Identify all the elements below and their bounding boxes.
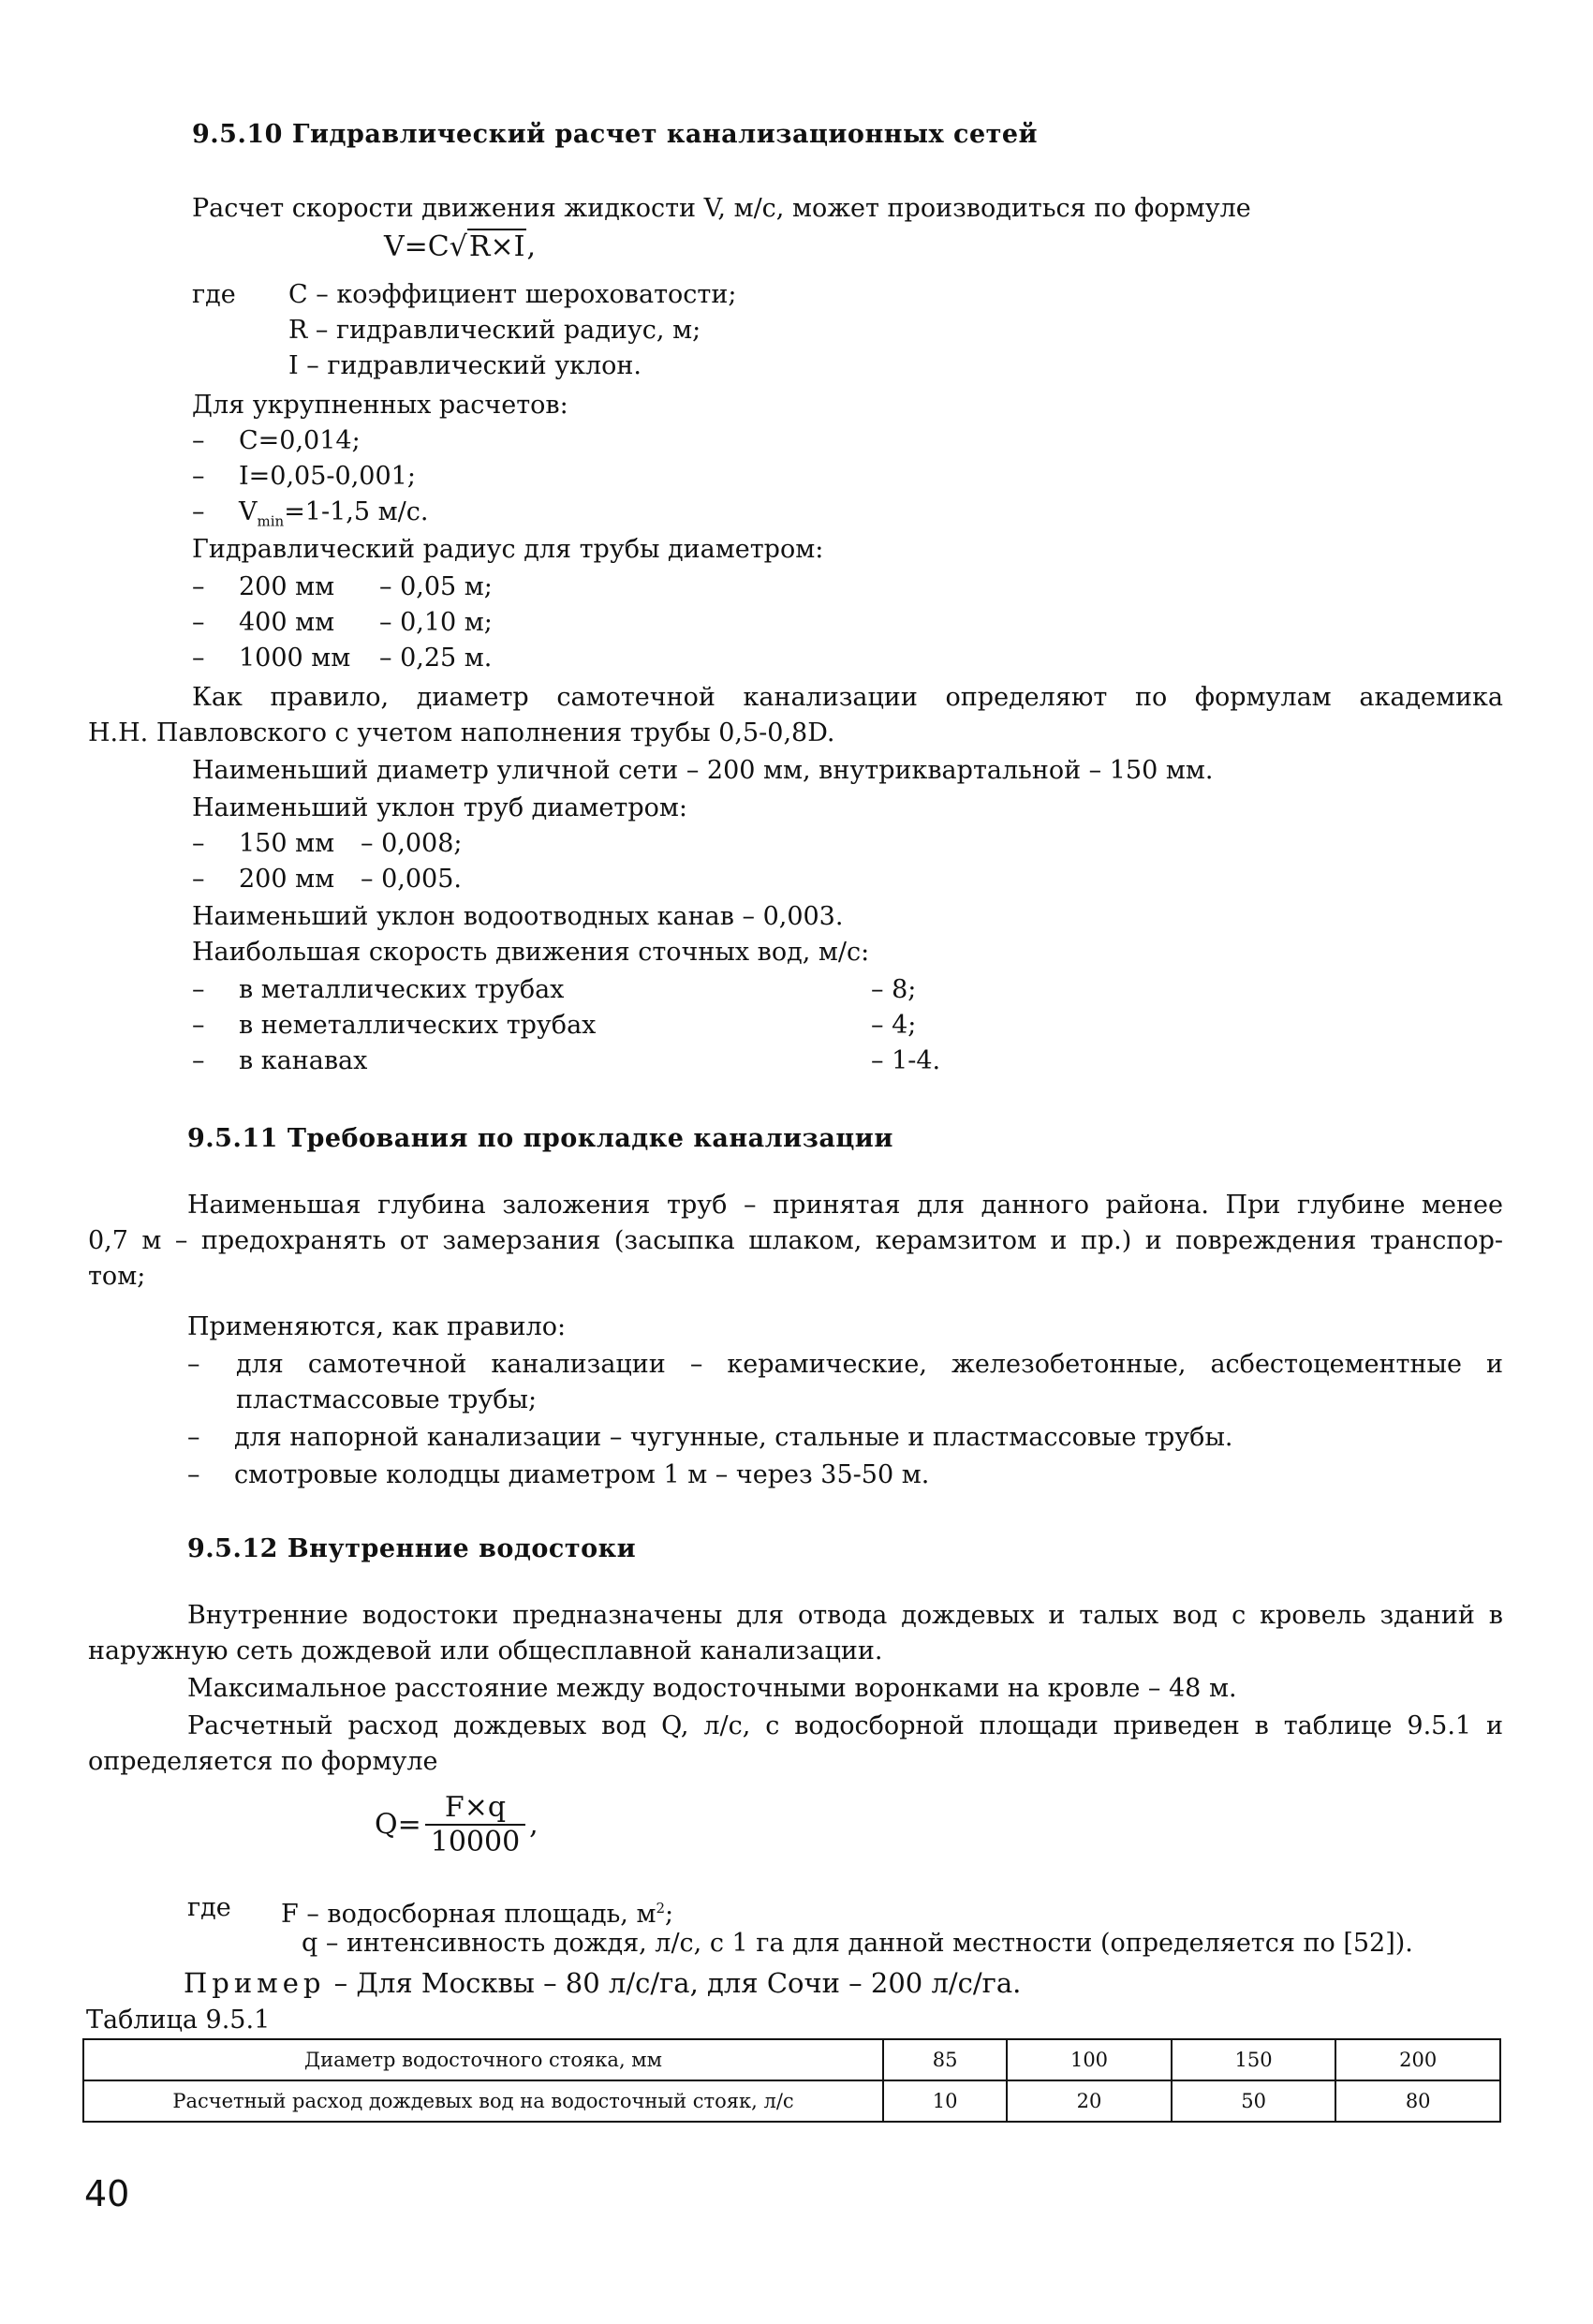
list-value: – 0,05 м; bbox=[379, 572, 493, 601]
list-key: в канавах bbox=[239, 1046, 368, 1075]
paragraph: Наименьшая глубина заложения труб – принятая для данного района. При глубине менее bbox=[187, 1191, 1503, 1220]
formula-text: , bbox=[526, 230, 537, 263]
table-cell: 150 bbox=[1172, 2039, 1336, 2080]
paragraph: Наименьший уклон труб диаметром: bbox=[192, 793, 687, 822]
list-key: 200 мм bbox=[239, 572, 335, 601]
table-cell: 100 bbox=[1007, 2039, 1172, 2080]
paragraph: том; bbox=[88, 1262, 146, 1291]
bullet: – bbox=[187, 1460, 200, 1489]
data-table bbox=[82, 2038, 1501, 2123]
paragraph: Для укрупненных расчетов: bbox=[192, 391, 568, 420]
list-item-continued: пластмассовые трубы; bbox=[236, 1385, 538, 1414]
list-value: – 0,10 м; bbox=[379, 608, 493, 637]
bullet: – bbox=[187, 1350, 200, 1379]
list-item bbox=[187, 1422, 1233, 1454]
list-text: I=0,05-0,001; bbox=[239, 462, 416, 491]
subscript: min bbox=[257, 512, 285, 530]
table-cell: 200 bbox=[1335, 2039, 1500, 2080]
bullet: – bbox=[192, 462, 205, 491]
list-item bbox=[187, 1459, 929, 1491]
sqrt-sign: √ bbox=[449, 230, 467, 263]
list-text: =1-1,5 м/с. bbox=[284, 497, 429, 526]
list-text: смотровые колодцы диаметром 1 м – через 35-50 м. bbox=[234, 1460, 930, 1489]
velocity-formula bbox=[384, 230, 536, 263]
where-item: R – гидравлический радиус, м; bbox=[288, 316, 701, 345]
table-cell: 20 bbox=[1007, 2080, 1172, 2122]
paragraph: Наименьший диаметр уличной сети – 200 мм, внутриквартальной – 150 мм. bbox=[192, 756, 1214, 785]
paragraph: Максимальное расстояние между водосточными воронками на кровле – 48 м. bbox=[187, 1674, 1237, 1703]
table-cell: 10 bbox=[883, 2080, 1007, 2122]
table-cell: 50 bbox=[1172, 2080, 1336, 2122]
list-item bbox=[192, 864, 462, 896]
table-row-label: Диаметр водосточного стояка, мм bbox=[83, 2039, 883, 2080]
example-text: – Для Москвы – 80 л/с/га, для Сочи – 200 л/с/га. bbox=[325, 1967, 1022, 1999]
paragraph: Расчетный расход дождевых вод Q, л/с, с водосборной площади приведен в таблице 9.5.1 и bbox=[187, 1711, 1503, 1740]
table-row-label: Расчетный расход дождевых вод на водосточный стояк, л/с bbox=[83, 2080, 883, 2122]
formula-text: Q= bbox=[375, 1808, 421, 1842]
bullet: – bbox=[192, 1046, 205, 1075]
bullet: – bbox=[192, 497, 205, 526]
table-row bbox=[83, 2039, 1500, 2080]
list-item bbox=[192, 496, 428, 537]
table-row bbox=[83, 2080, 1500, 2122]
paragraph: Применяются, как правило: bbox=[187, 1312, 567, 1341]
list-item bbox=[192, 425, 361, 457]
list-key: 400 мм bbox=[239, 608, 335, 637]
list-key: 1000 мм bbox=[239, 644, 351, 673]
list-key: в неметаллических трубах bbox=[239, 1011, 597, 1040]
paragraph: Как правило, диаметр самотечной канализации определяют по формулам академика bbox=[192, 683, 1503, 712]
paragraph: Наибольшая скорость движения сточных вод, м/с: bbox=[192, 938, 870, 967]
fraction bbox=[425, 1791, 525, 1858]
table-cell: 85 bbox=[883, 2039, 1007, 2080]
page-number: 40 bbox=[84, 2173, 130, 2214]
paragraph: определяется по формуле bbox=[88, 1747, 438, 1776]
bullet: – bbox=[192, 644, 205, 673]
list-item bbox=[192, 1045, 941, 1077]
paragraph: Гидравлический радиус для трубы диаметром: bbox=[192, 535, 824, 564]
section-heading-9-5-11: 9.5.11 Требования по прокладке канализации bbox=[187, 1124, 893, 1153]
list-item bbox=[192, 828, 462, 860]
list-item bbox=[192, 461, 416, 493]
superscript: 2 bbox=[656, 1900, 665, 1917]
list-value: – 0,008; bbox=[361, 829, 463, 858]
where-text: ; bbox=[665, 1900, 674, 1929]
bullet: – bbox=[192, 975, 205, 1004]
formula-text: , bbox=[529, 1808, 538, 1842]
flow-formula bbox=[375, 1791, 538, 1858]
list-item bbox=[192, 1010, 917, 1042]
list-key: в металлических трубах bbox=[239, 975, 565, 1004]
paragraph: 0,7 м – предохранять от замерзания (засыпка шлаком, керамзитом и пр.) и повреждения транспор- bbox=[88, 1226, 1503, 1255]
list-text: C=0,014; bbox=[239, 426, 361, 455]
where-item: C – коэффициент шероховатости; bbox=[288, 280, 737, 309]
bullet: – bbox=[192, 608, 205, 637]
bullet: – bbox=[192, 426, 205, 455]
where-text: F – водосборная площадь, м bbox=[281, 1900, 656, 1929]
list-value: – 8; bbox=[871, 975, 917, 1004]
list-text: для напорной канализации – чугунные, стальные и пластмассовые трубы. bbox=[234, 1423, 1233, 1452]
bullet: – bbox=[187, 1423, 200, 1452]
formula-radicand: R×I bbox=[468, 230, 525, 263]
table-caption: Таблица 9.5.1 bbox=[86, 2006, 271, 2035]
where-label: где bbox=[187, 1893, 231, 1922]
list-item bbox=[192, 643, 492, 674]
list-value: – 0,25 м. bbox=[379, 644, 493, 673]
where-item: q – интенсивность дождя, л/с, с 1 га для данной местности (определяется по [52]). bbox=[302, 1929, 1413, 1958]
table-cell: 80 bbox=[1335, 2080, 1500, 2122]
section-heading-9-5-10: 9.5.10 Гидравлический расчет канализационных сетей bbox=[192, 120, 1039, 149]
paragraph: Расчет скорости движения жидкости V, м/с, может производиться по формуле bbox=[192, 194, 1251, 223]
where-item bbox=[281, 1892, 673, 1931]
paragraph: наружную сеть дождевой или общесплавной канализации. bbox=[88, 1636, 883, 1665]
list-item bbox=[192, 974, 917, 1006]
where-label: где bbox=[192, 280, 236, 309]
where-item: I – гидравлический уклон. bbox=[288, 351, 642, 380]
fraction-numerator: F×q bbox=[425, 1791, 525, 1826]
list-item bbox=[192, 607, 493, 639]
list-item: для самотечной канализации – керамические, железобетонные, асбестоцементные и bbox=[236, 1350, 1503, 1379]
bullet: – bbox=[192, 572, 205, 601]
example-line bbox=[184, 1967, 1021, 1999]
list-value: – 4; bbox=[871, 1011, 917, 1040]
list-key: 200 мм bbox=[239, 865, 335, 894]
section-heading-9-5-12: 9.5.12 Внутренние водостоки bbox=[187, 1534, 637, 1563]
formula-text: V=C bbox=[384, 230, 450, 263]
list-item bbox=[192, 571, 493, 603]
paragraph: Н.Н. Павловского с учетом наполнения трубы 0,5-0,8D. bbox=[88, 718, 835, 748]
list-value: – 1-4. bbox=[871, 1046, 941, 1075]
bullet: – bbox=[192, 1011, 205, 1040]
fraction-denominator: 10000 bbox=[430, 1826, 521, 1858]
paragraph: Наименьший уклон водоотводных канав – 0,003. bbox=[192, 902, 844, 931]
example-label: Пример bbox=[184, 1967, 326, 1999]
list-key: 150 мм bbox=[239, 829, 335, 858]
list-text: V bbox=[239, 497, 258, 526]
bullet: – bbox=[192, 829, 205, 858]
list-value: – 0,005. bbox=[361, 865, 462, 894]
paragraph: Внутренние водостоки предназначены для отвода дождевых и талых вод с кровель зданий в bbox=[187, 1601, 1503, 1630]
bullet: – bbox=[192, 865, 205, 894]
